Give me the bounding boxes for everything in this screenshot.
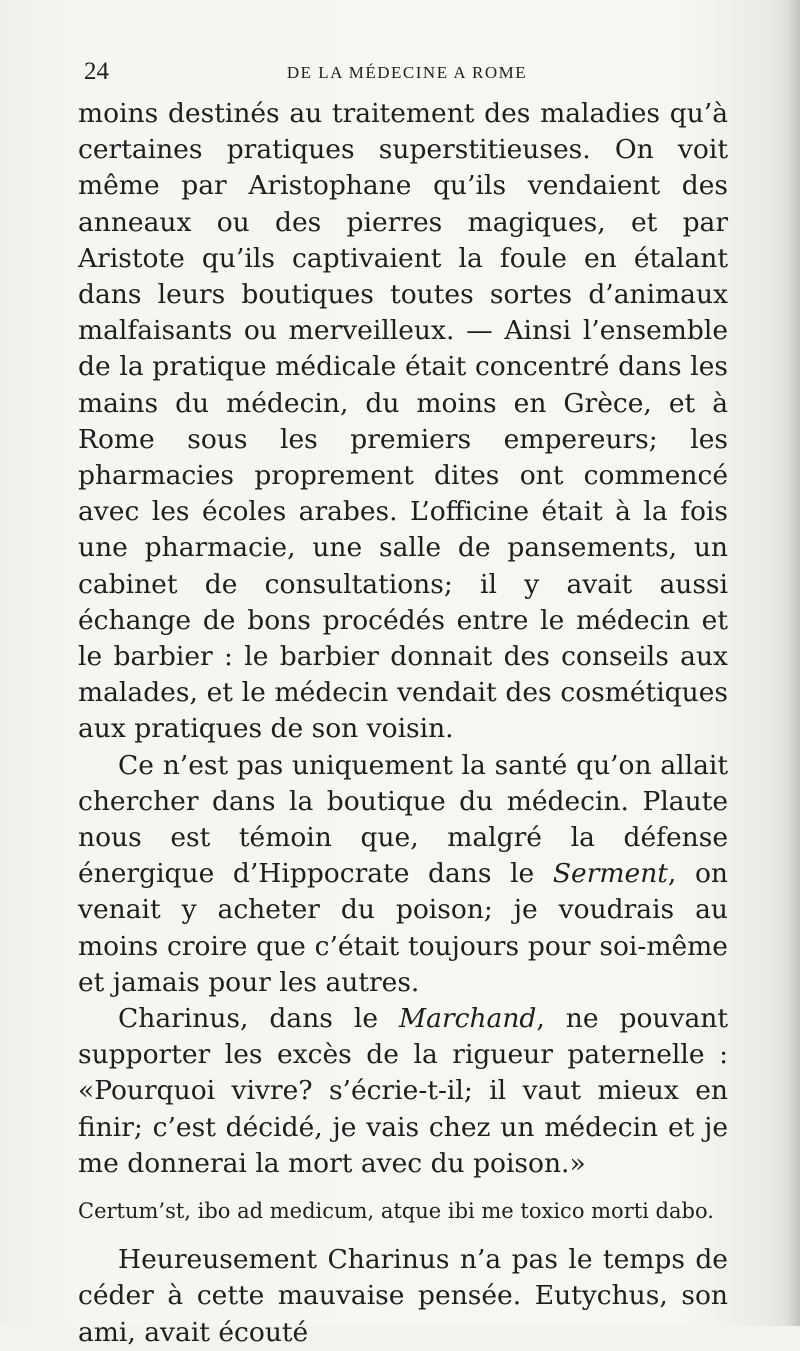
paragraph-3-before: Charinus, dans le	[118, 1003, 400, 1035]
paragraph-1: moins destinés au traitement des maladies qu’à certaines pratiques superstitieuses. On voit même par Aristophane qu’ils vendaient des anneaux ou des pierres magiques, et par Aristote qu’ils captivaient la foule en étalant dans leurs boutiques toutes sortes d’animaux malfaisants ou merveilleux. — Ainsi l’ensemble de la pratique médicale était concentré dans les mains du médecin, du moins en Grèce, et à Rome sous les premiers empereurs; les pharmacies proprement dites ont commencé avec les écoles arabes. L’officine était à la fois une pharmacie, une salle de pansements, un cabinet de consultations; il y avait aussi échange de bons procédés entre le médecin et le barbier : le barbier donnait des conseils aux malades, et le médecin vendait des cosmétiques aux pratiques de son voisin.	[78, 98, 728, 745]
page-header	[84, 58, 730, 92]
page-number: 24	[84, 58, 109, 85]
paragraph-2-after: , on venait y acheter du poison; je voudrais au moins croire que c’était toujours pour soi-même et jamais pour les autres.	[78, 858, 728, 998]
paragraph-2-before: Ce n’est pas uniquement la santé qu’on allait chercher dans la boutique du médecin. Plaute nous est témoin que, malgré la défense énergique d’Hippocrate dans le	[78, 749, 728, 890]
paragraph-3	[78, 1001, 728, 1182]
paragraph-2	[78, 748, 728, 1001]
italic-title-marchand: Marchand	[399, 1003, 537, 1035]
italic-title-serment: Serment	[552, 858, 668, 890]
paragraph-4: Heureusement Charinus n’a pas le temps de céder à cette mauvaise pensée. Eutychus, son ami, avait écouté	[78, 1244, 728, 1348]
page-edge-shadow	[786, 0, 800, 1326]
latin-quotation: Certum’st, ibo ad medicum, atque ibi me toxico morti dabo.	[78, 1199, 714, 1224]
running-title: DE LA MÉDECINE A ROME	[286, 63, 528, 82]
body-text	[78, 96, 728, 1351]
paragraph-3-after: , ne pouvant supporter les excès de la rigueur paternelle : «Pourquoi vivre? s’écrie-t-il; il vaut mieux en finir; c’est décidé, je vais chez un médecin et je me donnerai la mort avec du poison.»	[78, 1003, 728, 1179]
